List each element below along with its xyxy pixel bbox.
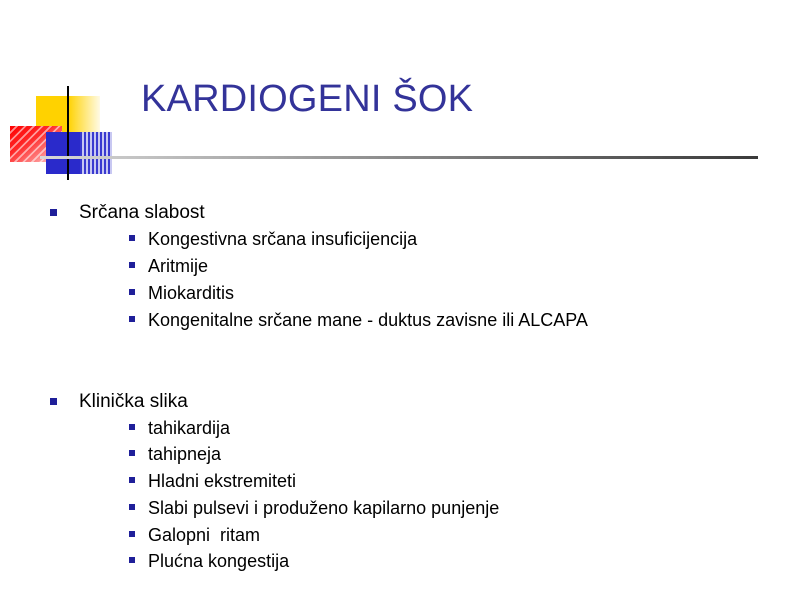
list-item-text: Aritmije bbox=[148, 256, 209, 276]
list-item-text: Miokarditis bbox=[148, 283, 235, 303]
square-bullet-icon bbox=[129, 531, 135, 537]
square-bullet-icon bbox=[129, 450, 135, 456]
list-item bbox=[148, 310, 588, 331]
slide-title: KARDIOGENI ŠOK bbox=[141, 78, 474, 120]
list-item bbox=[148, 498, 499, 519]
list-item-text: tahipneja bbox=[148, 444, 222, 464]
square-bullet-icon bbox=[50, 398, 57, 405]
list-item bbox=[148, 229, 417, 250]
list-item-text: Slabi pulsevi i produženo kapilarno punjenje bbox=[148, 498, 500, 518]
square-bullet-icon bbox=[129, 289, 135, 295]
list-item bbox=[148, 471, 296, 492]
square-bullet-icon bbox=[129, 235, 135, 241]
square-bullet-icon bbox=[129, 504, 135, 510]
square-bullet-icon bbox=[129, 424, 135, 430]
square-bullet-icon bbox=[129, 477, 135, 483]
list-item bbox=[148, 551, 289, 572]
list-item-text: Kongenitalne srčane mane - duktus zavisne ili ALCAPA bbox=[148, 310, 588, 330]
list-item-text: Galopni ritam bbox=[148, 525, 261, 545]
list-item-text: tahikardija bbox=[148, 418, 231, 438]
section-heading-text: Klinička slika bbox=[79, 391, 188, 412]
section-heading-srcana-slabost bbox=[79, 202, 205, 224]
square-bullet-icon bbox=[129, 557, 135, 563]
section-heading-klinicka-slika bbox=[79, 391, 188, 413]
list-item bbox=[148, 418, 230, 439]
square-bullet-icon bbox=[129, 316, 135, 322]
list-item bbox=[148, 283, 234, 304]
list-item bbox=[148, 256, 208, 277]
square-bullet-icon bbox=[129, 262, 135, 268]
list-item-text: Kongestivna srčana insuficijencija bbox=[148, 229, 418, 249]
list-item-text: Plućna kongestija bbox=[148, 551, 290, 571]
list-item bbox=[148, 525, 260, 546]
list-item bbox=[148, 444, 221, 465]
square-bullet-icon bbox=[50, 209, 57, 216]
section-heading-text: Srčana slabost bbox=[79, 202, 205, 223]
list-item-text: Hladni ekstremiteti bbox=[148, 471, 297, 491]
